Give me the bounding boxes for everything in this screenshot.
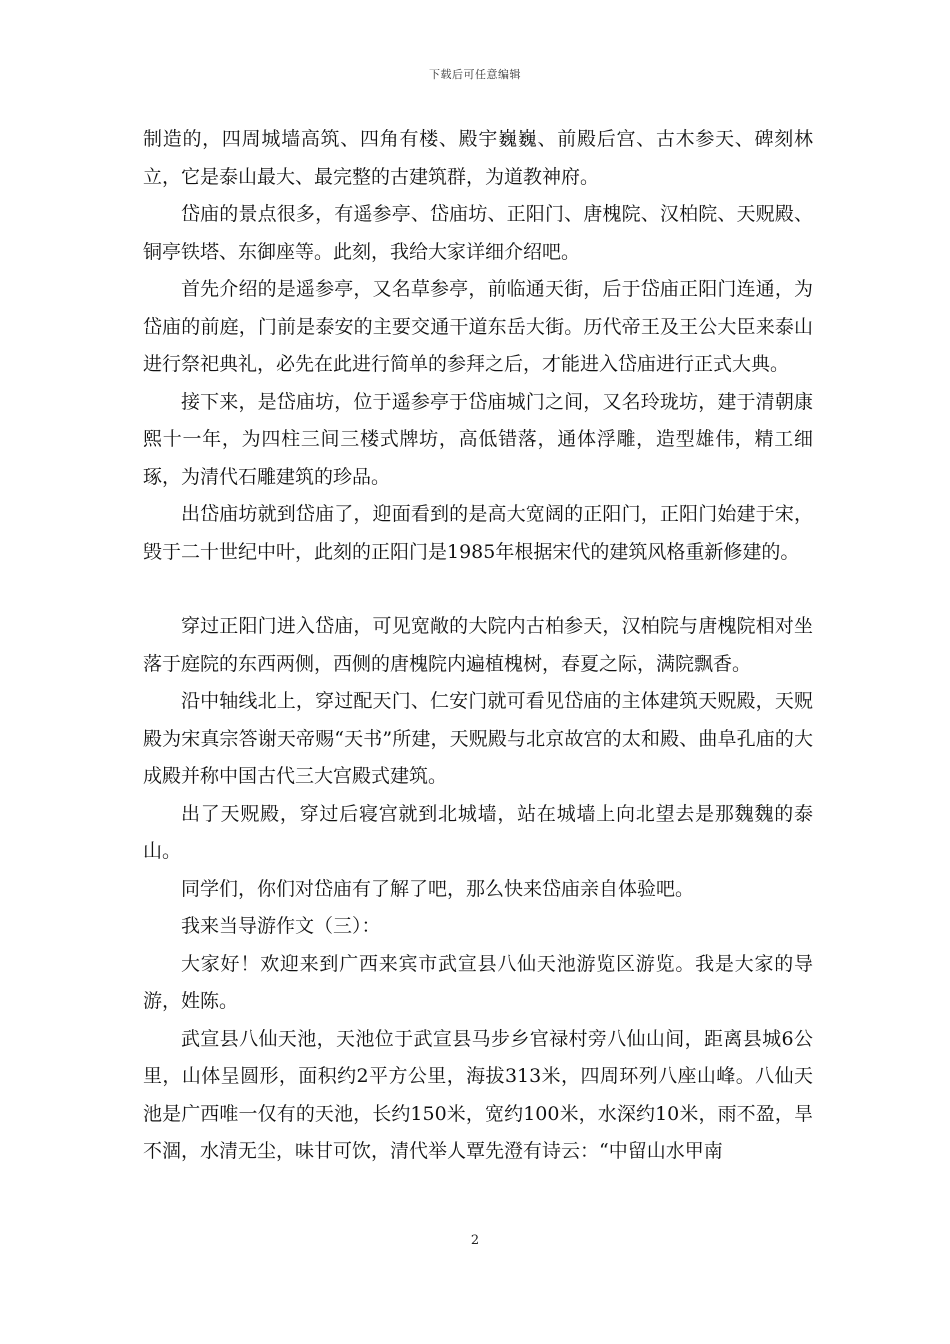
paragraph-1: 制造的，四周城墙高筑、四角有楼、殿宇巍巍、前殿后宫、古木参天、碑刻林立，它是泰山最大、最完整的古建筑群，为道教神府。 [143, 128, 813, 188]
page-header: 下载后可任意编辑 [429, 68, 521, 81]
document-body [143, 121, 813, 1171]
paragraph-6: 穿过正阳门进入岱庙，可见宽敞的大院内古柏参天，汉柏院与唐槐院相对坐落于庭院的东西两侧，西侧的唐槐院内遍植槐树，春夏之际，满院飘香。 [143, 615, 813, 675]
paragraph-9: 同学们，你们对岱庙有了解了吧，那么快来岱庙亲自体验吧。 [181, 877, 695, 900]
paragraph-11: 武宣县八仙天池，天池位于武宣县马步乡官禄村旁八仙山间，距离县城6公里，山体呈圆形，面积约2平方公里，海拔313米，四周环列八座山峰。八仙天池是广西唯一仅有的天池，长约150米，宽约100米，水深约10米，雨不盈，旱不涸，水清无尘，味甘可饮，清代举人覃先澄有诗云：“中留山水甲南 [143, 1027, 813, 1162]
paragraph-10: 大家好！欢迎来到广西来宾市武宣县八仙天池游览区游览。我是大家的导游，姓陈。 [143, 952, 813, 1012]
paragraph-3: 首先介绍的是遥参亭，又名草参亭，前临通天街，后于岱庙正阳门连通，为岱庙的前庭，门前是泰安的主要交通干道东岳大街。历代帝王及王公大臣来泰山进行祭祀典礼，必先在此进行简单的参拜之后，才能进入岱庙进行正式大典。 [143, 278, 813, 375]
section-heading: 我来当导游作文（三）： [181, 915, 381, 937]
paragraph-7: 沿中轴线北上，穿过配天门、仁安门就可看见岱庙的主体建筑天贶殿，天贶殿为宋真宗答谢天帝赐“天书”所建，天贶殿与北京故宫的太和殿、曲阜孔庙的大成殿并称中国古代三大宫殿式建筑。 [143, 690, 813, 787]
paragraph-5: 出岱庙坊就到岱庙了，迎面看到的是高大宽阔的正阳门，正阳门始建于宋，毁于二十世纪中叶，此刻的正阳门是1985年根据宋代的建筑风格重新修建的。 [143, 503, 813, 563]
page-number: 2 [470, 1233, 480, 1248]
paragraph-8: 出了天贶殿，穿过后寝宫就到北城墙，站在城墙上向北望去是那魏魏的泰山。 [143, 802, 813, 862]
paragraph-4: 接下来，是岱庙坊，位于遥参亭于岱庙城门之间，又名玲珑坊，建于清朝康熙十一年，为四柱三间三楼式牌坊，高低错落，通体浮雕，造型雄伟，精工细琢，为清代石雕建筑的珍品。 [143, 390, 813, 488]
paragraph-2: 岱庙的景点很多，有遥参亭、岱庙坊、正阳门、唐槐院、汉柏院、天贶殿、铜亭铁塔、东御座等。此刻，我给大家详细介绍吧。 [143, 203, 813, 263]
